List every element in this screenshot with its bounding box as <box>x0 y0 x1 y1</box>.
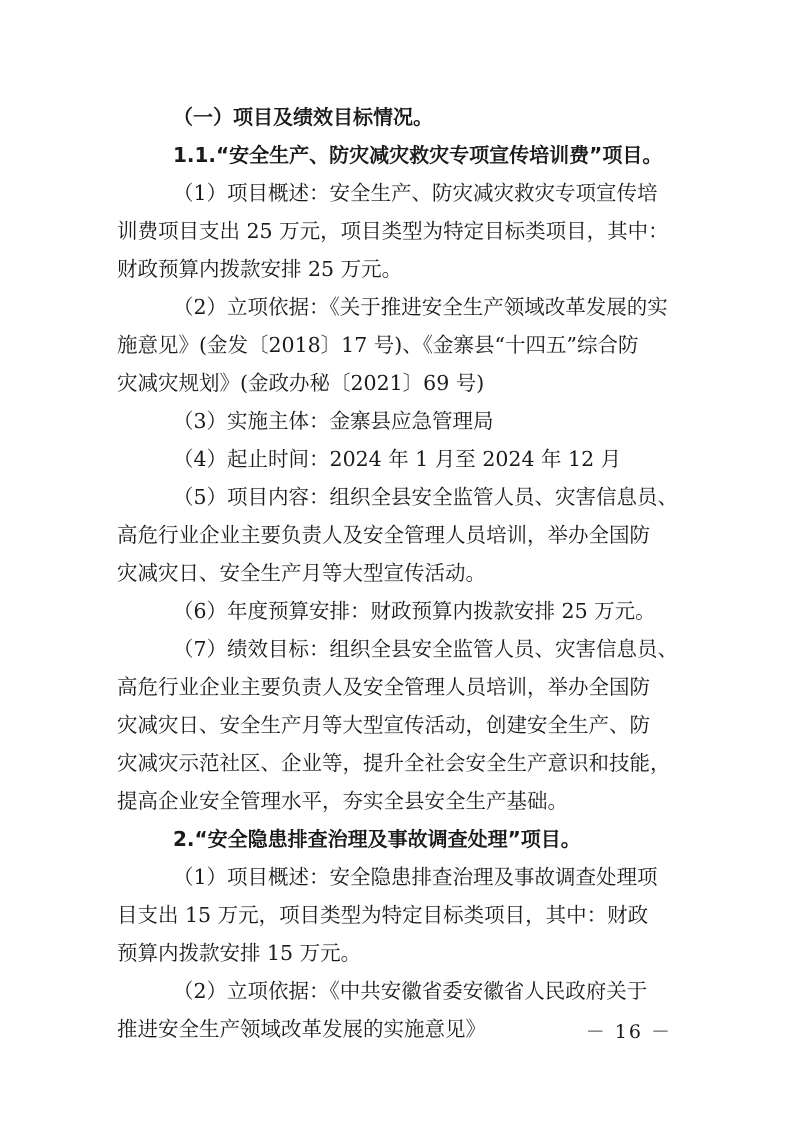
project1-performance-goal <box>117 630 682 820</box>
paragraph-line: 预算内拨款安排 15 万元。 <box>117 941 362 965</box>
paragraph-line: （2）立项依据：《关于推进安全生产领域改革发展的实 <box>173 295 668 319</box>
paragraph-line: 灾减灾日、安全生产月等大型宣传活动。 <box>117 561 486 585</box>
paragraph-line: 灾减灾示范社区、企业等，提升全社会安全生产意识和技能， <box>117 751 671 775</box>
paragraph-line: 灾减灾日、安全生产月等大型宣传活动，创建安全生产、防 <box>117 713 650 737</box>
document-body <box>117 98 682 1048</box>
project1-title: 1.1.“安全生产、防灾减灾救灾专项宣传培训费”项目。 <box>173 143 663 167</box>
project2-overview <box>117 858 682 972</box>
project1-period <box>117 440 682 478</box>
project2-title: 2.“安全隐患排查治理及事故调查处理”项目。 <box>173 827 581 851</box>
project1-basis <box>117 288 682 402</box>
paragraph-line: （7）绩效目标：组织全县安全监管人员、灾害信息员、 <box>173 637 679 661</box>
project1-implementer <box>117 402 682 440</box>
paragraph-line: 训费项目支出 25 万元，项目类型为特定目标类项目，其中： <box>117 219 669 243</box>
paragraph-line: 财政预算内拨款安排 25 万元。 <box>117 257 403 281</box>
paragraph-line: （2）立项依据：《中共安徽省委安徽省人民政府关于 <box>173 979 648 1003</box>
paragraph-line: 灾减灾规划》(金政办秘〔2021〕69 号) <box>117 371 485 395</box>
paragraph-line: （4）起止时间：2024 年 1 月至 2024 年 12 月 <box>173 447 622 471</box>
paragraph-line: （1）项目概述：安全生产、防灾减灾救灾专项宣传培 <box>173 181 658 205</box>
page-number: － 16 － <box>585 1021 672 1043</box>
project1-content <box>117 478 682 592</box>
paragraph-line: （6）年度预算安排：财政预算内拨款安排 25 万元。 <box>173 599 656 623</box>
paragraph-line: 高危行业企业主要负责人及安全管理人员培训，举办全国防 <box>117 675 650 699</box>
project1-budget <box>117 592 682 630</box>
paragraph-line: 高危行业企业主要负责人及安全管理人员培训，举办全国防 <box>117 523 650 547</box>
paragraph-line: （1）项目概述：安全隐患排查治理及事故调查处理项 <box>173 865 658 889</box>
paragraph-line: 推进安全生产领域改革发展的实施意见》 <box>117 1017 486 1041</box>
paragraph-line: 目支出 15 万元，项目类型为特定目标类项目，其中：财政 <box>117 903 649 927</box>
project1-overview <box>117 174 682 288</box>
paragraph-line: （3）实施主体：金寨县应急管理局 <box>173 409 494 433</box>
paragraph-line: 施意见》(金发〔2018〕17 号)、《金寨县“十四五”综合防 <box>117 333 639 357</box>
section-heading: （一）项目及绩效目标情况。 <box>173 105 433 129</box>
paragraph-line: （5）项目内容：组织全县安全监管人员、灾害信息员、 <box>173 485 679 509</box>
paragraph-line: 提高企业安全管理水平，夯实全县安全生产基础。 <box>117 789 568 813</box>
